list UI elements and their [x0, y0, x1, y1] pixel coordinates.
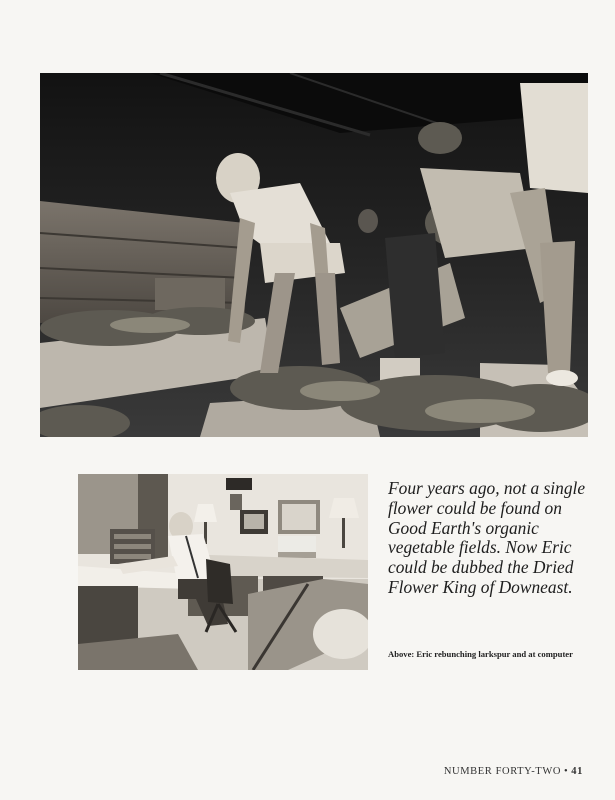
bottom-photograph [78, 474, 368, 670]
page-footer [444, 766, 583, 777]
photo-caption: Above: Eric rebunching larkspur and at computer [388, 649, 573, 659]
barn-scene-icon [40, 73, 588, 437]
top-photograph [40, 73, 588, 437]
footer-separator: • [564, 766, 569, 777]
page-number: 41 [571, 766, 583, 777]
office-scene-icon [78, 474, 368, 670]
issue-label: NUMBER FORTY-TWO [443, 766, 562, 777]
pull-quote: Four years ago, not a single flower could be found on Good Earth's organic vegetable fields. Now Eric could be dubbed the Dried Flower King of Downeast. [388, 478, 586, 597]
